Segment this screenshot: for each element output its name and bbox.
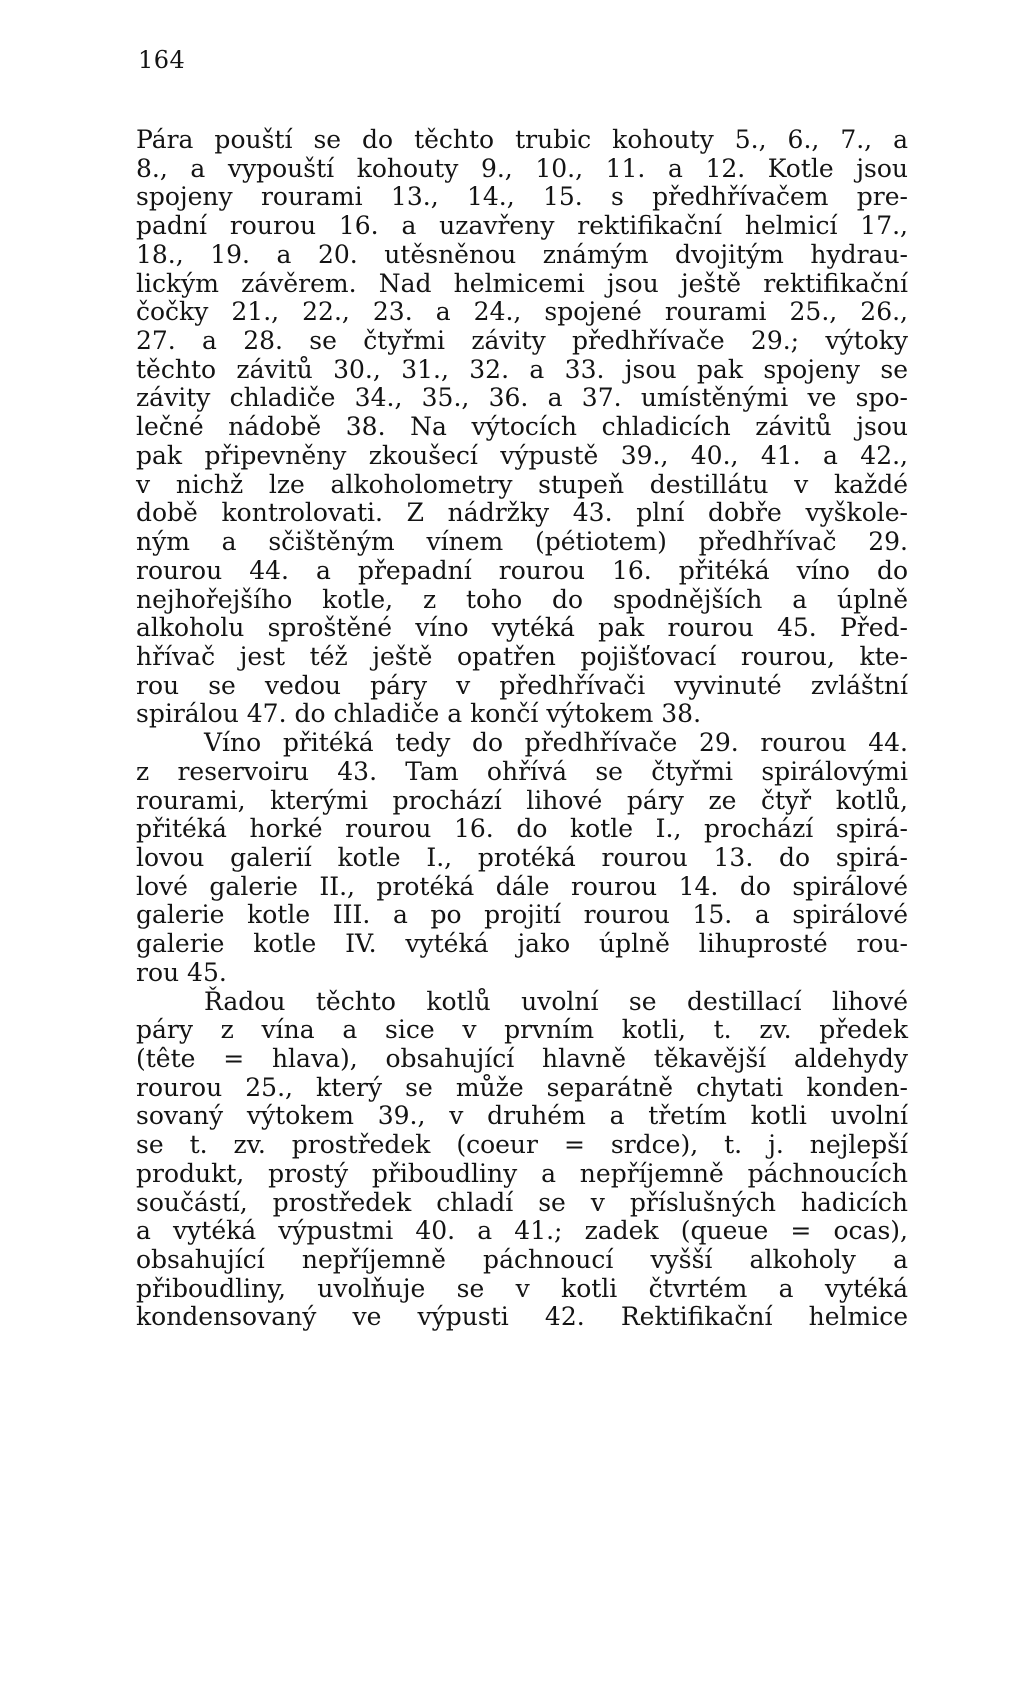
text-line: závity chladiče 34., 35., 36. a 37. umístěnými ve spo- [136, 383, 908, 413]
text-line: sovaný výtokem 39., v druhém a třetím kotli uvolní [136, 1101, 908, 1131]
text-line: čočky 21., 22., 23. a 24., spojené rourami 25., 26., [136, 297, 908, 327]
text-line: (tête = hlava), obsahující hlavně těkavější aldehydy [136, 1044, 908, 1073]
text-line: součástí, prostředek chladí se v příslušných hadicích [136, 1187, 908, 1217]
text-line: ným a sčištěným vínem (pétiotem) předhřívač 29. [136, 527, 908, 557]
text-line: 18., 19. a 20. utěsněnou známým dvojitým hydrau- [136, 239, 908, 269]
page-number: 164 [138, 46, 186, 74]
text-line: Pára pouští se do těchto trubic kohouty 5., 6., 7., a [136, 125, 908, 154]
text-line: 8., a vypouští kohouty 9., 10., 11. a 12. Kotle jsou [136, 153, 908, 183]
text-line: lovou galerií kotle I., protéká rourou 13. do spirá- [136, 842, 908, 872]
text-line: lové galerie II., protéká dále rourou 14. do spirálové [136, 871, 908, 901]
text-line: 27. a 28. se čtyřmi závity předhřívače 29.; výtoky [136, 326, 908, 356]
text-line: galerie kotle IV. vytéká jako úplně lihuprosté rou- [136, 929, 908, 959]
text-line: těchto závitů 30., 31., 32. a 33. jsou pak spojeny se [136, 354, 908, 384]
text-line: spojeny rourami 13., 14., 15. s předhřívačem pre- [136, 182, 908, 212]
text-line: a vytéká výpustmi 40. a 41.; zadek (queue = ocas), [136, 1216, 908, 1246]
text-line: rourou 44. a přepadní rourou 16. přitéká víno do [136, 555, 908, 585]
text-line: v nichž lze alkoholometry stupeň destillátu v každé [136, 469, 908, 499]
text-line: Víno přitéká tedy do předhřívače 29. rourou 44. [204, 728, 908, 758]
text-line: přitéká horké rourou 16. do kotle I., prochází spirá- [136, 814, 908, 844]
text-line: produkt, prostý přiboudliny a nepříjemně páchnoucích [136, 1158, 908, 1188]
text-line: se t. zv. prostředek (coeur = srdce), t. j. nejlepší [136, 1130, 908, 1160]
text-line: padní rourou 16. a uzavřeny rektifikační helmicí 17., [136, 211, 908, 241]
text-line: z reservoiru 43. Tam ohřívá se čtyřmi spirálovými [136, 756, 908, 786]
body-text [136, 126, 908, 1332]
text-line: Řadou těchto kotlů uvolní se destillací lihové [204, 986, 908, 1016]
text-line: hřívač jest též ještě opatřen pojišťovací rourou, kte- [136, 641, 908, 671]
text-line: rourami, kterými prochází lihové páry ze čtyř kotlů, [136, 785, 908, 815]
text-line: galerie kotle III. a po projití rourou 15. a spirálové [136, 900, 908, 930]
text-line: obsahující nepříjemně páchnoucí vyšší alkoholy a [136, 1245, 908, 1275]
text-line: nejhořejšího kotle, z toho do spodnějších a úplně [136, 584, 908, 614]
text-line: přiboudliny, uvolňuje se v kotli čtvrtém a vytéká [136, 1273, 908, 1303]
text-line: alkoholu sproštěné víno vytéká pak rourou 45. Před- [136, 613, 908, 643]
text-line: pak připevněny zkoušecí výpustě 39., 40., 41. a 42., [136, 440, 908, 470]
text-line: spirálou 47. do chladiče a končí výtokem 38. [136, 699, 702, 729]
text-line: době kontrolovati. Z nádržky 43. plní dobře vyškole- [136, 498, 908, 528]
text-line: lečné nádobě 38. Na výtocích chladicích závitů jsou [136, 412, 908, 442]
text-line: kondensovaný ve výpusti 42. Rektifikační helmice [136, 1302, 908, 1332]
text-line: lickým závěrem. Nad helmicemi jsou ještě rektifikační [136, 268, 908, 298]
text-line: rou se vedou páry v předhřívači vyvinuté zvláštní [136, 670, 908, 700]
text-line: rourou 25., který se může separátně chytati konden- [136, 1072, 908, 1102]
text-line: rou 45. [136, 957, 227, 987]
text-line: páry z vína a sice v prvním kotli, t. zv. předek [136, 1015, 908, 1045]
